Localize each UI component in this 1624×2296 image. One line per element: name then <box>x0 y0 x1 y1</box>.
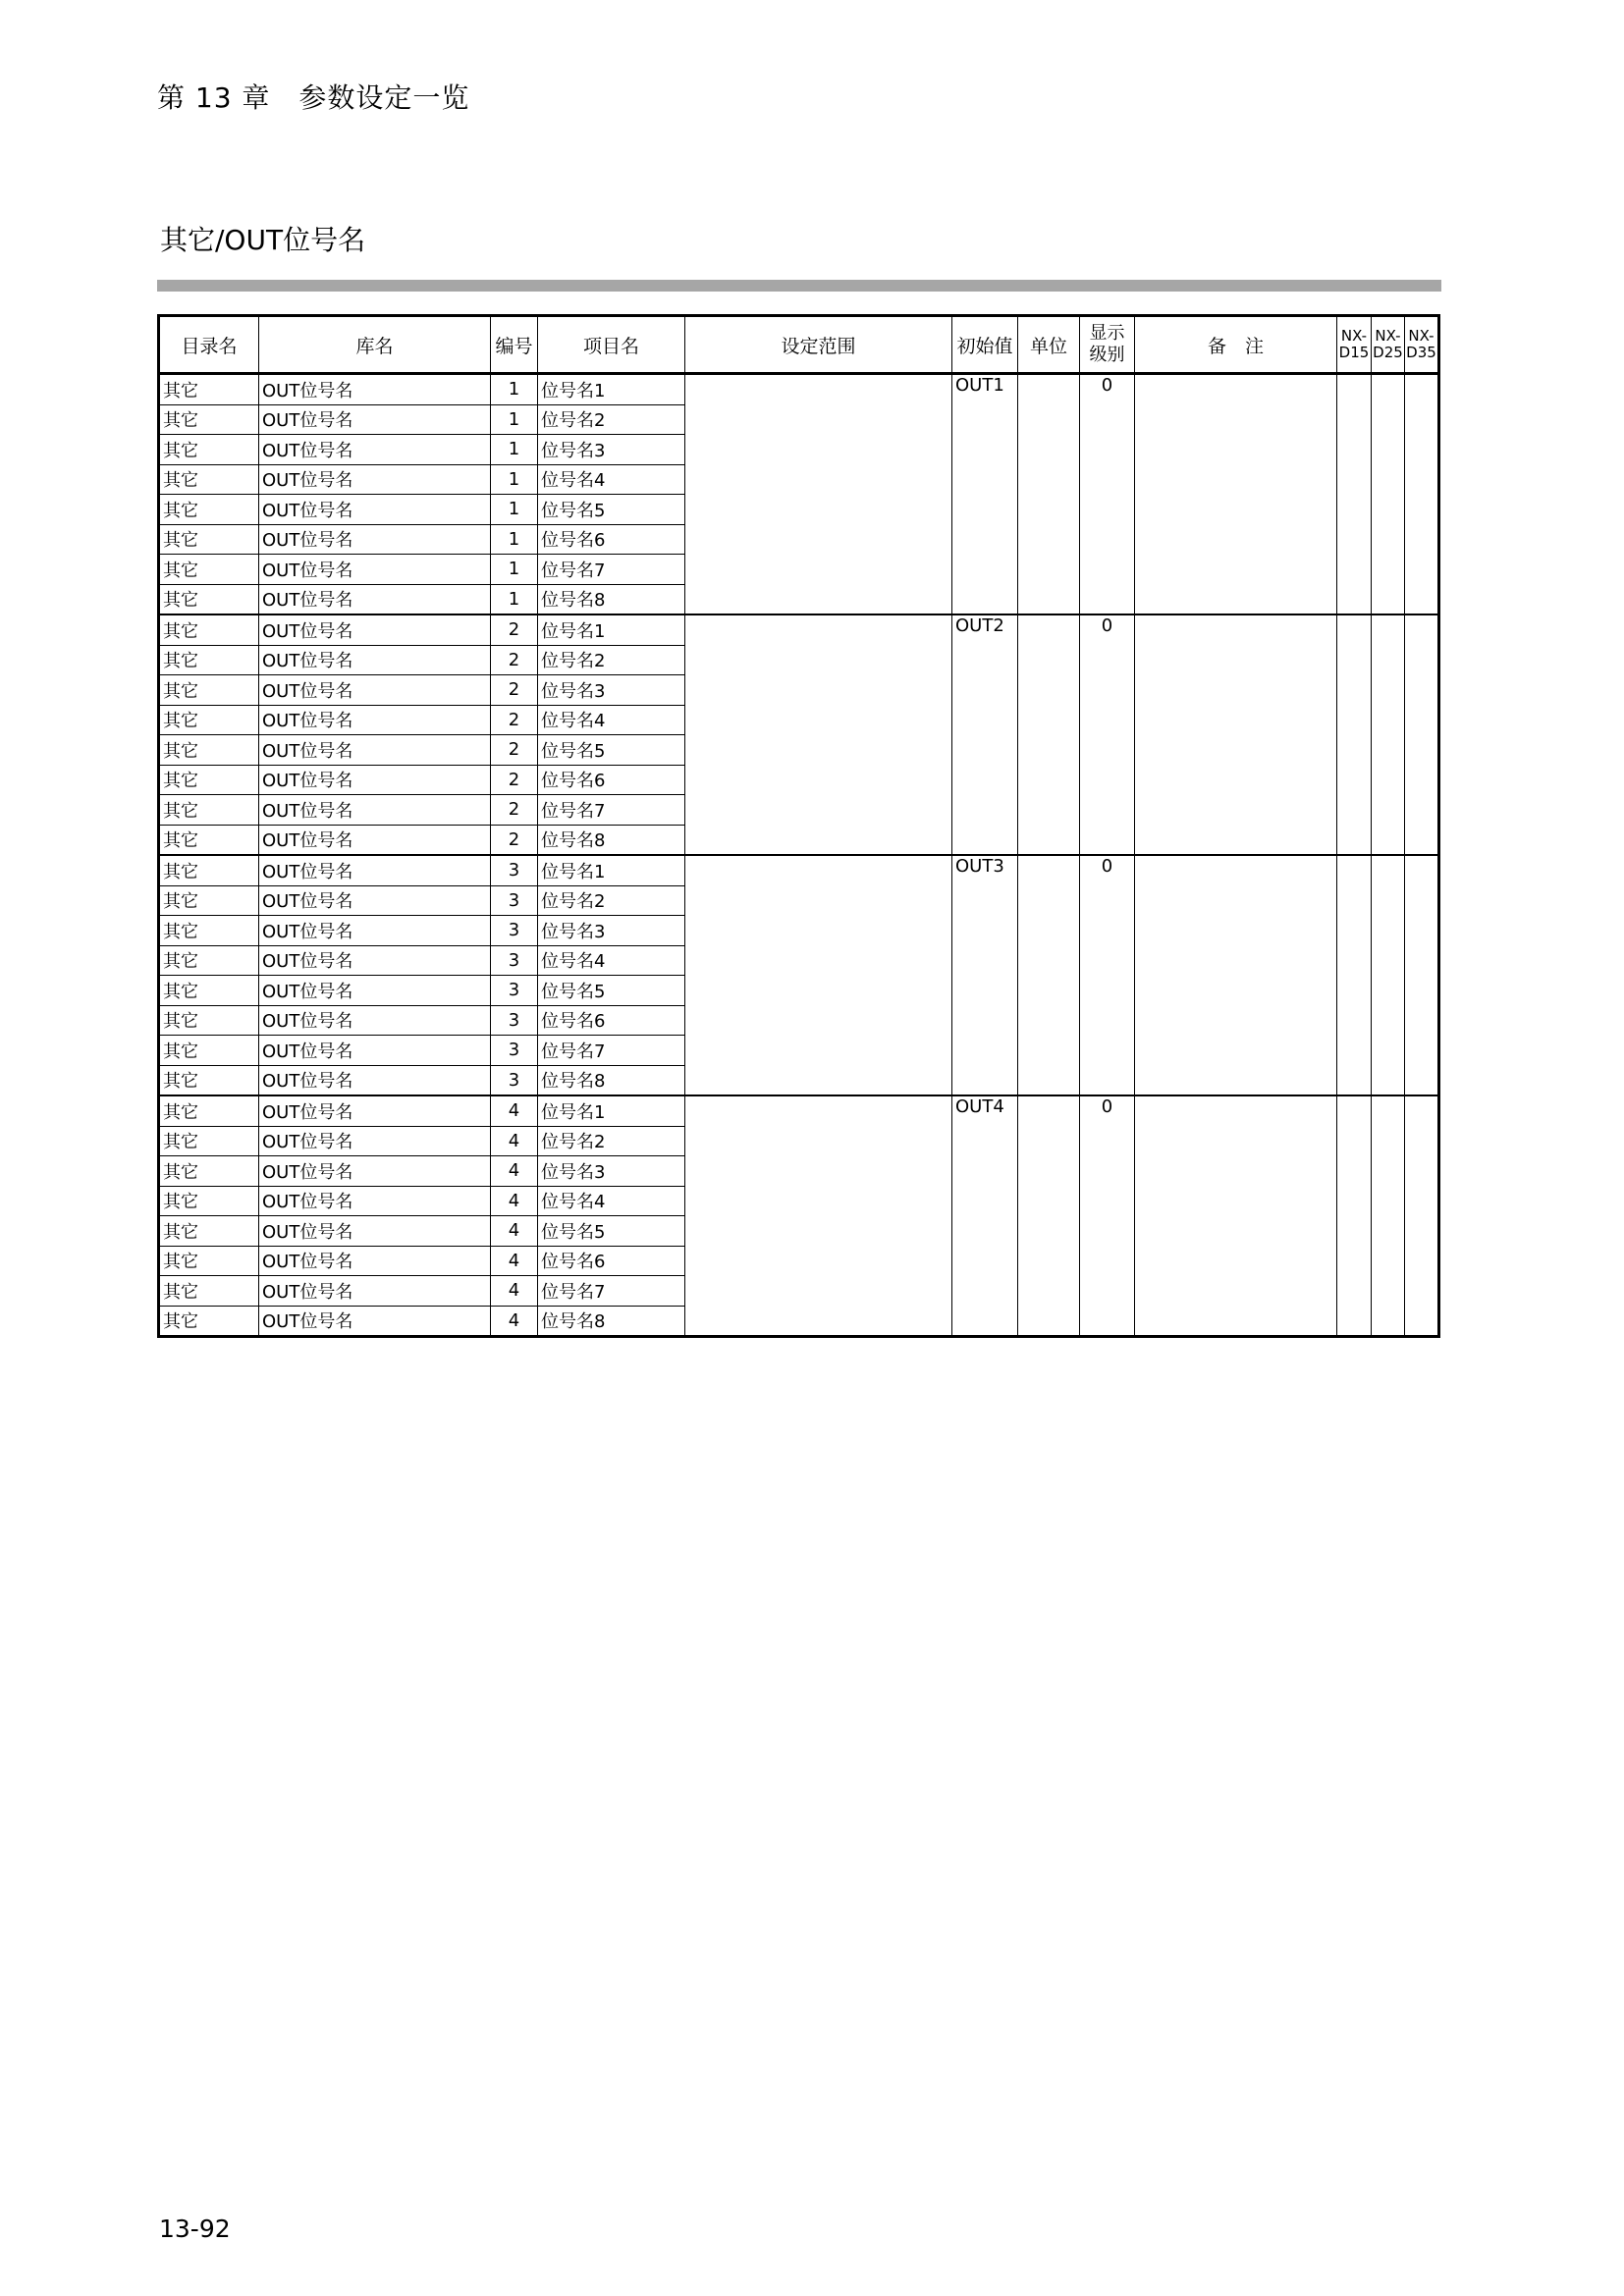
cell-number: 1 <box>491 374 538 405</box>
cell-item: 位号名2 <box>538 645 685 675</box>
cell-directory: 其它 <box>159 584 259 614</box>
cell-d15 <box>1337 374 1372 615</box>
cell-item: 位号名7 <box>538 795 685 826</box>
table-row <box>159 374 1439 405</box>
cell-directory: 其它 <box>159 1065 259 1095</box>
cell-item: 位号名2 <box>538 1126 685 1156</box>
cell-item: 位号名4 <box>538 1186 685 1216</box>
col-d35 <box>1405 316 1439 374</box>
table-body <box>159 374 1439 1337</box>
cell-directory: 其它 <box>159 1276 259 1307</box>
cell-library: OUT位号名 <box>259 1126 491 1156</box>
cell-number: 2 <box>491 675 538 706</box>
cell-level: 0 <box>1080 1095 1135 1337</box>
col-d25-bottom: D25 <box>1373 344 1403 361</box>
cell-item: 位号名1 <box>538 614 685 645</box>
cell-remarks <box>1135 374 1337 615</box>
cell-number: 3 <box>491 916 538 946</box>
cell-library: OUT位号名 <box>259 945 491 976</box>
cell-library: OUT位号名 <box>259 435 491 465</box>
col-d25-top: NX- <box>1375 327 1401 345</box>
cell-d25 <box>1372 855 1405 1095</box>
cell-unit <box>1018 1095 1080 1337</box>
col-number: 编号 <box>491 316 538 374</box>
cell-number: 3 <box>491 1065 538 1095</box>
cell-directory: 其它 <box>159 765 259 795</box>
cell-number: 1 <box>491 404 538 435</box>
cell-directory: 其它 <box>159 916 259 946</box>
cell-library: OUT位号名 <box>259 1216 491 1247</box>
cell-number: 4 <box>491 1186 538 1216</box>
cell-library: OUT位号名 <box>259 374 491 405</box>
cell-directory: 其它 <box>159 614 259 645</box>
cell-d35 <box>1405 614 1439 855</box>
cell-level: 0 <box>1080 374 1135 615</box>
cell-number: 2 <box>491 614 538 645</box>
cell-library: OUT位号名 <box>259 1095 491 1126</box>
cell-number: 4 <box>491 1156 538 1187</box>
cell-item: 位号名2 <box>538 404 685 435</box>
cell-number: 3 <box>491 1005 538 1036</box>
cell-number: 3 <box>491 885 538 916</box>
cell-item: 位号名2 <box>538 885 685 916</box>
cell-d35 <box>1405 374 1439 615</box>
col-level-bottom: 级别 <box>1089 345 1125 365</box>
cell-directory: 其它 <box>159 1036 259 1066</box>
cell-item: 位号名7 <box>538 555 685 585</box>
cell-unit <box>1018 374 1080 615</box>
cell-directory: 其它 <box>159 495 259 525</box>
cell-directory: 其它 <box>159 1156 259 1187</box>
cell-item: 位号名7 <box>538 1276 685 1307</box>
cell-number: 2 <box>491 765 538 795</box>
cell-item: 位号名4 <box>538 464 685 495</box>
cell-library: OUT位号名 <box>259 1246 491 1276</box>
col-library: 库名 <box>259 316 491 374</box>
cell-library: OUT位号名 <box>259 976 491 1006</box>
cell-d25 <box>1372 374 1405 615</box>
cell-library: OUT位号名 <box>259 464 491 495</box>
cell-remarks <box>1135 855 1337 1095</box>
cell-item: 位号名6 <box>538 1005 685 1036</box>
cell-item: 位号名8 <box>538 1065 685 1095</box>
cell-library: OUT位号名 <box>259 1156 491 1187</box>
cell-library: OUT位号名 <box>259 404 491 435</box>
cell-library: OUT位号名 <box>259 916 491 946</box>
cell-library: OUT位号名 <box>259 705 491 735</box>
cell-d25 <box>1372 614 1405 855</box>
cell-initial: OUT1 <box>952 374 1018 615</box>
cell-remarks <box>1135 1095 1337 1337</box>
table-row <box>159 614 1439 645</box>
cell-number: 1 <box>491 524 538 555</box>
table-header-row <box>159 316 1439 374</box>
cell-number: 4 <box>491 1246 538 1276</box>
cell-library: OUT位号名 <box>259 1005 491 1036</box>
cell-number: 1 <box>491 464 538 495</box>
cell-item: 位号名4 <box>538 705 685 735</box>
cell-directory: 其它 <box>159 435 259 465</box>
cell-item: 位号名5 <box>538 735 685 766</box>
cell-directory: 其它 <box>159 404 259 435</box>
cell-directory: 其它 <box>159 524 259 555</box>
col-d15-bottom: D15 <box>1338 344 1370 361</box>
cell-initial: OUT3 <box>952 855 1018 1095</box>
cell-directory: 其它 <box>159 885 259 916</box>
cell-item: 位号名5 <box>538 495 685 525</box>
cell-library: OUT位号名 <box>259 735 491 766</box>
table-row <box>159 1095 1439 1126</box>
cell-number: 3 <box>491 1036 538 1066</box>
cell-item: 位号名4 <box>538 945 685 976</box>
cell-directory: 其它 <box>159 855 259 885</box>
cell-item: 位号名1 <box>538 374 685 405</box>
cell-number: 3 <box>491 855 538 885</box>
cell-library: OUT位号名 <box>259 675 491 706</box>
cell-item: 位号名3 <box>538 916 685 946</box>
cell-library: OUT位号名 <box>259 795 491 826</box>
cell-range <box>685 1095 952 1337</box>
cell-item: 位号名7 <box>538 1036 685 1066</box>
cell-library: OUT位号名 <box>259 765 491 795</box>
cell-directory: 其它 <box>159 1306 259 1337</box>
cell-item: 位号名3 <box>538 435 685 465</box>
cell-d35 <box>1405 1095 1439 1337</box>
cell-library: OUT位号名 <box>259 825 491 855</box>
cell-library: OUT位号名 <box>259 855 491 885</box>
cell-library: OUT位号名 <box>259 885 491 916</box>
section-divider <box>157 280 1441 292</box>
cell-level: 0 <box>1080 855 1135 1095</box>
cell-library: OUT位号名 <box>259 524 491 555</box>
cell-directory: 其它 <box>159 1005 259 1036</box>
cell-d25 <box>1372 1095 1405 1337</box>
cell-initial: OUT4 <box>952 1095 1018 1337</box>
cell-number: 4 <box>491 1126 538 1156</box>
col-d35-top: NX- <box>1408 327 1435 345</box>
col-level-top: 显示 <box>1089 323 1125 344</box>
cell-directory: 其它 <box>159 1186 259 1216</box>
cell-number: 2 <box>491 795 538 826</box>
cell-number: 3 <box>491 976 538 1006</box>
cell-directory: 其它 <box>159 976 259 1006</box>
cell-d15 <box>1337 614 1372 855</box>
cell-library: OUT位号名 <box>259 1036 491 1066</box>
cell-item: 位号名5 <box>538 976 685 1006</box>
cell-item: 位号名8 <box>538 1306 685 1337</box>
cell-unit <box>1018 614 1080 855</box>
cell-d15 <box>1337 855 1372 1095</box>
col-range: 设定范围 <box>685 316 952 374</box>
cell-directory: 其它 <box>159 1216 259 1247</box>
cell-number: 4 <box>491 1095 538 1126</box>
col-item: 项目名 <box>538 316 685 374</box>
cell-directory: 其它 <box>159 374 259 405</box>
cell-item: 位号名3 <box>538 675 685 706</box>
cell-directory: 其它 <box>159 735 259 766</box>
page-number: 13-92 <box>159 2215 231 2243</box>
cell-directory: 其它 <box>159 795 259 826</box>
col-d15 <box>1337 316 1372 374</box>
cell-directory: 其它 <box>159 1095 259 1126</box>
cell-d35 <box>1405 855 1439 1095</box>
section-title: 其它/OUT位号名 <box>160 224 366 256</box>
cell-item: 位号名1 <box>538 855 685 885</box>
parameter-table <box>157 314 1440 1338</box>
col-d35-bottom: D35 <box>1406 344 1436 361</box>
cell-item: 位号名3 <box>538 1156 685 1187</box>
cell-number: 2 <box>491 735 538 766</box>
col-remarks: 备 注 <box>1135 316 1337 374</box>
cell-library: OUT位号名 <box>259 495 491 525</box>
cell-library: OUT位号名 <box>259 1306 491 1337</box>
cell-number: 1 <box>491 584 538 614</box>
chapter-heading: 第 13 章 参数设定一览 <box>157 81 470 114</box>
cell-directory: 其它 <box>159 645 259 675</box>
cell-number: 4 <box>491 1306 538 1337</box>
cell-range <box>685 855 952 1095</box>
cell-number: 1 <box>491 435 538 465</box>
cell-directory: 其它 <box>159 945 259 976</box>
col-d25 <box>1372 316 1405 374</box>
cell-number: 4 <box>491 1276 538 1307</box>
cell-directory: 其它 <box>159 555 259 585</box>
cell-directory: 其它 <box>159 1126 259 1156</box>
cell-number: 2 <box>491 825 538 855</box>
cell-number: 2 <box>491 645 538 675</box>
cell-number: 4 <box>491 1216 538 1247</box>
cell-unit <box>1018 855 1080 1095</box>
cell-directory: 其它 <box>159 675 259 706</box>
cell-range <box>685 614 952 855</box>
col-level <box>1080 316 1135 374</box>
cell-directory: 其它 <box>159 825 259 855</box>
cell-item: 位号名5 <box>538 1216 685 1247</box>
cell-library: OUT位号名 <box>259 555 491 585</box>
cell-item: 位号名6 <box>538 524 685 555</box>
cell-directory: 其它 <box>159 705 259 735</box>
col-d15-top: NX- <box>1340 327 1368 345</box>
col-unit: 单位 <box>1018 316 1080 374</box>
cell-item: 位号名1 <box>538 1095 685 1126</box>
cell-item: 位号名6 <box>538 1246 685 1276</box>
cell-library: OUT位号名 <box>259 1186 491 1216</box>
cell-item: 位号名6 <box>538 765 685 795</box>
cell-library: OUT位号名 <box>259 1276 491 1307</box>
table-row <box>159 855 1439 885</box>
cell-library: OUT位号名 <box>259 1065 491 1095</box>
cell-number: 2 <box>491 705 538 735</box>
cell-library: OUT位号名 <box>259 645 491 675</box>
cell-library: OUT位号名 <box>259 614 491 645</box>
cell-item: 位号名8 <box>538 584 685 614</box>
col-directory: 目录名 <box>159 316 259 374</box>
cell-number: 3 <box>491 945 538 976</box>
cell-number: 1 <box>491 555 538 585</box>
cell-level: 0 <box>1080 614 1135 855</box>
cell-item: 位号名8 <box>538 825 685 855</box>
cell-directory: 其它 <box>159 464 259 495</box>
cell-remarks <box>1135 614 1337 855</box>
cell-d15 <box>1337 1095 1372 1337</box>
cell-initial: OUT2 <box>952 614 1018 855</box>
cell-directory: 其它 <box>159 1246 259 1276</box>
col-initial: 初始值 <box>952 316 1018 374</box>
cell-library: OUT位号名 <box>259 584 491 614</box>
cell-range <box>685 374 952 615</box>
cell-number: 1 <box>491 495 538 525</box>
